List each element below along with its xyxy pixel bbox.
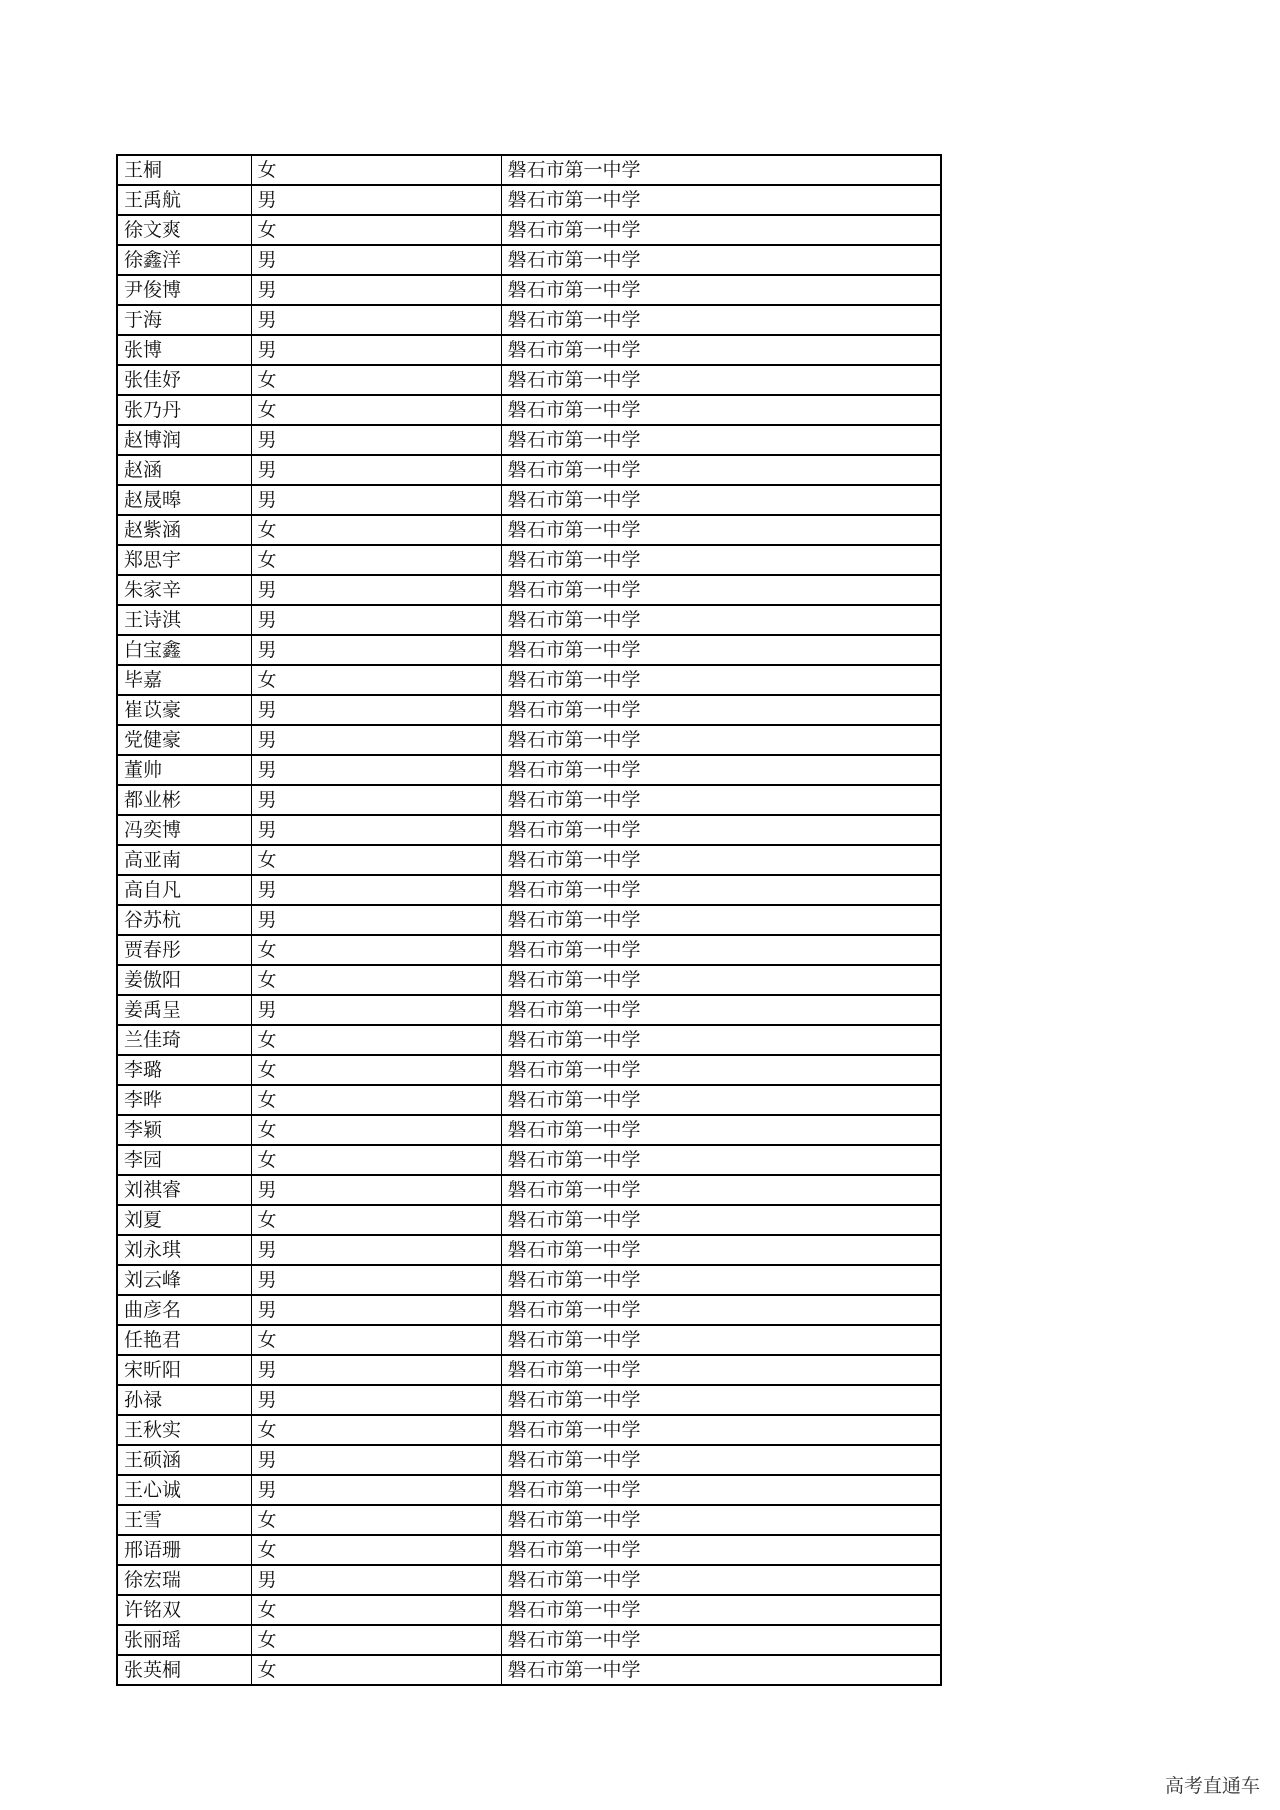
school-cell: 磐石市第一中学 — [501, 875, 941, 905]
school-cell: 磐石市第一中学 — [501, 1265, 941, 1295]
school-cell: 磐石市第一中学 — [501, 1505, 941, 1535]
school-cell: 磐石市第一中学 — [501, 185, 941, 215]
student-name-cell: 白宝鑫 — [117, 635, 251, 665]
gender-cell: 女 — [251, 965, 501, 995]
table-row — [117, 545, 941, 575]
table-row — [117, 995, 941, 1025]
table-row — [117, 395, 941, 425]
school-cell: 磐石市第一中学 — [501, 1085, 941, 1115]
student-name-cell: 张佳妤 — [117, 365, 251, 395]
student-name-cell: 姜禹呈 — [117, 995, 251, 1025]
student-name-cell: 曲彦名 — [117, 1295, 251, 1325]
table-row — [117, 1385, 941, 1415]
school-cell: 磐石市第一中学 — [501, 995, 941, 1025]
table-row — [117, 1175, 941, 1205]
gender-cell: 男 — [251, 245, 501, 275]
table-row — [117, 275, 941, 305]
gender-cell: 女 — [251, 1505, 501, 1535]
gender-cell: 男 — [251, 485, 501, 515]
table-row — [117, 1625, 941, 1655]
student-name-cell: 任艳君 — [117, 1325, 251, 1355]
school-cell: 磐石市第一中学 — [501, 815, 941, 845]
gender-cell: 男 — [251, 1355, 501, 1385]
table-row — [117, 1475, 941, 1505]
school-cell: 磐石市第一中学 — [501, 425, 941, 455]
gender-cell: 女 — [251, 395, 501, 425]
table-row — [117, 905, 941, 935]
table-row — [117, 845, 941, 875]
school-cell: 磐石市第一中学 — [501, 1535, 941, 1565]
gender-cell: 女 — [251, 1205, 501, 1235]
gender-cell: 女 — [251, 935, 501, 965]
table-row — [117, 1655, 941, 1685]
gender-cell: 女 — [251, 1655, 501, 1685]
student-name-cell: 王诗淇 — [117, 605, 251, 635]
student-name-cell: 党健豪 — [117, 725, 251, 755]
student-name-cell: 张博 — [117, 335, 251, 365]
student-name-cell: 赵晟暤 — [117, 485, 251, 515]
student-name-cell: 郑思宇 — [117, 545, 251, 575]
student-name-cell: 贾春彤 — [117, 935, 251, 965]
school-cell: 磐石市第一中学 — [501, 935, 941, 965]
gender-cell: 男 — [251, 725, 501, 755]
school-cell: 磐石市第一中学 — [501, 1025, 941, 1055]
gender-cell: 男 — [251, 605, 501, 635]
student-name-cell: 刘祺睿 — [117, 1175, 251, 1205]
student-name-cell: 高自凡 — [117, 875, 251, 905]
gender-cell: 男 — [251, 875, 501, 905]
student-name-cell: 朱家辛 — [117, 575, 251, 605]
student-name-cell: 刘云峰 — [117, 1265, 251, 1295]
student-name-cell: 都业彬 — [117, 785, 251, 815]
table-row — [117, 575, 941, 605]
table-row — [117, 1115, 941, 1145]
student-name-cell: 李晔 — [117, 1085, 251, 1115]
gender-cell: 男 — [251, 755, 501, 785]
school-cell: 磐石市第一中学 — [501, 1325, 941, 1355]
gender-cell: 男 — [251, 1175, 501, 1205]
student-name-cell: 刘永琪 — [117, 1235, 251, 1265]
gender-cell: 男 — [251, 1265, 501, 1295]
table-row — [117, 155, 941, 185]
gender-cell: 男 — [251, 275, 501, 305]
table-row — [117, 1085, 941, 1115]
school-cell: 磐石市第一中学 — [501, 455, 941, 485]
school-cell: 磐石市第一中学 — [501, 755, 941, 785]
gender-cell: 男 — [251, 785, 501, 815]
gender-cell: 女 — [251, 1085, 501, 1115]
school-cell: 磐石市第一中学 — [501, 575, 941, 605]
gender-cell: 男 — [251, 695, 501, 725]
table-row — [117, 1145, 941, 1175]
gender-cell: 女 — [251, 545, 501, 575]
student-name-cell: 赵紫涵 — [117, 515, 251, 545]
student-name-cell: 李园 — [117, 1145, 251, 1175]
gender-cell: 女 — [251, 1625, 501, 1655]
table-row — [117, 245, 941, 275]
school-cell: 磐石市第一中学 — [501, 695, 941, 725]
school-cell: 磐石市第一中学 — [501, 515, 941, 545]
gender-cell: 男 — [251, 1235, 501, 1265]
school-cell: 磐石市第一中学 — [501, 635, 941, 665]
school-cell: 磐石市第一中学 — [501, 545, 941, 575]
table-row — [117, 1265, 941, 1295]
table-row — [117, 1055, 941, 1085]
student-name-cell: 李璐 — [117, 1055, 251, 1085]
gender-cell: 男 — [251, 1445, 501, 1475]
table-row — [117, 815, 941, 845]
gender-cell: 男 — [251, 335, 501, 365]
school-cell: 磐石市第一中学 — [501, 1115, 941, 1145]
gender-cell: 女 — [251, 1325, 501, 1355]
student-name-cell: 徐鑫洋 — [117, 245, 251, 275]
school-cell: 磐石市第一中学 — [501, 1565, 941, 1595]
gender-cell: 女 — [251, 845, 501, 875]
gender-cell: 男 — [251, 455, 501, 485]
table-row — [117, 635, 941, 665]
gender-cell: 男 — [251, 305, 501, 335]
school-cell: 磐石市第一中学 — [501, 905, 941, 935]
gender-cell: 女 — [251, 1025, 501, 1055]
table-row — [117, 1535, 941, 1565]
school-cell: 磐石市第一中学 — [501, 1205, 941, 1235]
school-cell: 磐石市第一中学 — [501, 1595, 941, 1625]
student-name-cell: 刘夏 — [117, 1205, 251, 1235]
school-cell: 磐石市第一中学 — [501, 335, 941, 365]
table-row — [117, 485, 941, 515]
table-row — [117, 1295, 941, 1325]
watermark-text: 高考直通车 — [1164, 1775, 1260, 1797]
table-row — [117, 965, 941, 995]
table-row — [117, 605, 941, 635]
student-name-cell: 赵涵 — [117, 455, 251, 485]
student-name-cell: 徐文爽 — [117, 215, 251, 245]
school-cell: 磐石市第一中学 — [501, 725, 941, 755]
gender-cell: 女 — [251, 1415, 501, 1445]
gender-cell: 女 — [251, 515, 501, 545]
student-name-cell: 崔苡豪 — [117, 695, 251, 725]
school-cell: 磐石市第一中学 — [501, 245, 941, 275]
table-row — [117, 1445, 941, 1475]
table-row — [117, 215, 941, 245]
table-row — [117, 1565, 941, 1595]
school-cell: 磐石市第一中学 — [501, 1475, 941, 1505]
student-name-cell: 董帅 — [117, 755, 251, 785]
school-cell: 磐石市第一中学 — [501, 1625, 941, 1655]
student-name-cell: 宋昕阳 — [117, 1355, 251, 1385]
school-cell: 磐石市第一中学 — [501, 1355, 941, 1385]
table-row — [117, 1415, 941, 1445]
roster-body — [117, 155, 941, 1685]
student-name-cell: 于海 — [117, 305, 251, 335]
gender-cell: 女 — [251, 1115, 501, 1145]
gender-cell: 男 — [251, 575, 501, 605]
table-row — [117, 335, 941, 365]
table-row — [117, 665, 941, 695]
student-name-cell: 兰佳琦 — [117, 1025, 251, 1055]
school-cell: 磐石市第一中学 — [501, 1445, 941, 1475]
school-cell: 磐石市第一中学 — [501, 1145, 941, 1175]
school-cell: 磐石市第一中学 — [501, 275, 941, 305]
school-cell: 磐石市第一中学 — [501, 785, 941, 815]
table-row — [117, 365, 941, 395]
school-cell: 磐石市第一中学 — [501, 1295, 941, 1325]
table-row — [117, 1595, 941, 1625]
gender-cell: 男 — [251, 995, 501, 1025]
school-cell: 磐石市第一中学 — [501, 1175, 941, 1205]
student-name-cell: 高亚南 — [117, 845, 251, 875]
school-cell: 磐石市第一中学 — [501, 605, 941, 635]
student-name-cell: 许铭双 — [117, 1595, 251, 1625]
school-cell: 磐石市第一中学 — [501, 215, 941, 245]
table-row — [117, 425, 941, 455]
table-row — [117, 1505, 941, 1535]
school-cell: 磐石市第一中学 — [501, 1235, 941, 1265]
student-name-cell: 谷苏杭 — [117, 905, 251, 935]
school-cell: 磐石市第一中学 — [501, 305, 941, 335]
student-name-cell: 尹俊博 — [117, 275, 251, 305]
student-name-cell: 王心诚 — [117, 1475, 251, 1505]
gender-cell: 女 — [251, 1535, 501, 1565]
table-row — [117, 785, 941, 815]
student-name-cell: 赵博润 — [117, 425, 251, 455]
school-cell: 磐石市第一中学 — [501, 155, 941, 185]
table-row — [117, 725, 941, 755]
school-cell: 磐石市第一中学 — [501, 665, 941, 695]
table-row — [117, 515, 941, 545]
table-row — [117, 755, 941, 785]
gender-cell: 男 — [251, 1565, 501, 1595]
student-name-cell: 王硕涵 — [117, 1445, 251, 1475]
student-name-cell: 王禹航 — [117, 185, 251, 215]
school-cell: 磐石市第一中学 — [501, 1415, 941, 1445]
student-name-cell: 王雪 — [117, 1505, 251, 1535]
gender-cell: 女 — [251, 1055, 501, 1085]
table-row — [117, 1205, 941, 1235]
table-row — [117, 935, 941, 965]
gender-cell: 男 — [251, 1295, 501, 1325]
school-cell: 磐石市第一中学 — [501, 845, 941, 875]
student-name-cell: 王秋实 — [117, 1415, 251, 1445]
gender-cell: 女 — [251, 365, 501, 395]
student-name-cell: 孙禄 — [117, 1385, 251, 1415]
table-row — [117, 1325, 941, 1355]
student-name-cell: 张丽瑶 — [117, 1625, 251, 1655]
gender-cell: 女 — [251, 1145, 501, 1175]
table-row — [117, 695, 941, 725]
school-cell: 磐石市第一中学 — [501, 485, 941, 515]
student-name-cell: 徐宏瑞 — [117, 1565, 251, 1595]
table-row — [117, 305, 941, 335]
gender-cell: 女 — [251, 665, 501, 695]
school-cell: 磐石市第一中学 — [501, 1385, 941, 1415]
student-name-cell: 毕嘉 — [117, 665, 251, 695]
table-row — [117, 455, 941, 485]
student-name-cell: 王桐 — [117, 155, 251, 185]
school-cell: 磐石市第一中学 — [501, 395, 941, 425]
gender-cell: 男 — [251, 1475, 501, 1505]
table-row — [117, 1025, 941, 1055]
gender-cell: 女 — [251, 1595, 501, 1625]
student-name-cell: 冯奕博 — [117, 815, 251, 845]
school-cell: 磐石市第一中学 — [501, 365, 941, 395]
school-cell: 磐石市第一中学 — [501, 965, 941, 995]
gender-cell: 男 — [251, 905, 501, 935]
student-name-cell: 姜傲阳 — [117, 965, 251, 995]
table-row — [117, 185, 941, 215]
gender-cell: 男 — [251, 1385, 501, 1415]
gender-cell: 女 — [251, 215, 501, 245]
school-cell: 磐石市第一中学 — [501, 1055, 941, 1085]
gender-cell: 男 — [251, 185, 501, 215]
school-cell: 磐石市第一中学 — [501, 1655, 941, 1685]
table-row — [117, 1235, 941, 1265]
student-name-cell: 邢语珊 — [117, 1535, 251, 1565]
gender-cell: 男 — [251, 425, 501, 455]
student-name-cell: 张英桐 — [117, 1655, 251, 1685]
student-name-cell: 李颖 — [117, 1115, 251, 1145]
student-name-cell: 张乃丹 — [117, 395, 251, 425]
student-roster-table — [116, 154, 942, 1686]
table-row — [117, 875, 941, 905]
table-row — [117, 1355, 941, 1385]
gender-cell: 女 — [251, 155, 501, 185]
gender-cell: 男 — [251, 635, 501, 665]
gender-cell: 男 — [251, 815, 501, 845]
